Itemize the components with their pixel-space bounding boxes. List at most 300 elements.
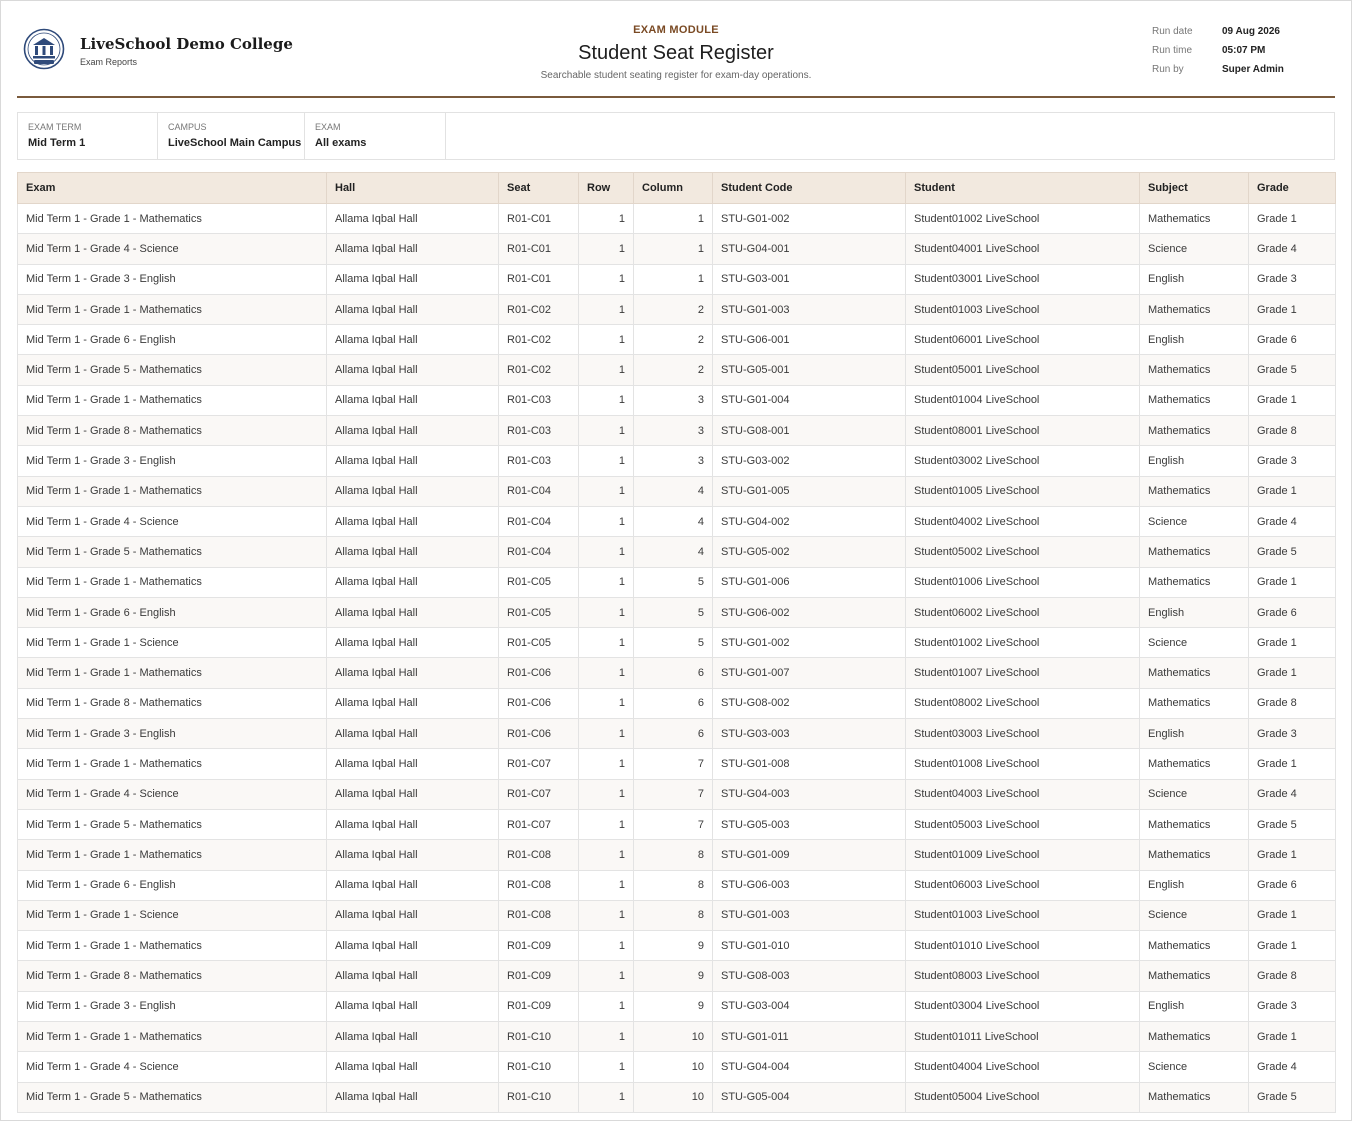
cell-seat: R01-C08: [499, 840, 579, 870]
cell-hall: Allama Iqbal Hall: [327, 416, 499, 446]
cell-hall: Allama Iqbal Hall: [327, 476, 499, 506]
cell-column: 8: [634, 900, 713, 930]
cell-column: 3: [634, 385, 713, 415]
cell-column: 2: [634, 355, 713, 385]
cell-hall: Allama Iqbal Hall: [327, 900, 499, 930]
cell-student: Student01005 LiveSchool: [906, 476, 1140, 506]
cell-subject: Science: [1140, 779, 1249, 809]
cell-subject: Mathematics: [1140, 294, 1249, 324]
cell-subject: Mathematics: [1140, 204, 1249, 234]
cell-student: Student04002 LiveSchool: [906, 506, 1140, 536]
filter-exam-term: [18, 113, 158, 159]
cell-seat: R01-C06: [499, 719, 579, 749]
column-header-column: Column: [634, 173, 713, 204]
table-row: [18, 506, 1336, 536]
table-header-row: [18, 173, 1336, 204]
cell-exam: Mid Term 1 - Grade 3 - English: [18, 264, 327, 294]
cell-seat: R01-C07: [499, 779, 579, 809]
cell-exam: Mid Term 1 - Grade 1 - Mathematics: [18, 840, 327, 870]
cell-subject: Mathematics: [1140, 416, 1249, 446]
cell-subject: Mathematics: [1140, 840, 1249, 870]
cell-student: Student08003 LiveSchool: [906, 961, 1140, 991]
cell-row: 1: [579, 628, 634, 658]
cell-column: 4: [634, 537, 713, 567]
cell-column: 4: [634, 506, 713, 536]
table-row: [18, 840, 1336, 870]
organization-subtitle: Exam Reports: [80, 57, 138, 67]
cell-column: 3: [634, 446, 713, 476]
cell-student: Student01011 LiveSchool: [906, 1022, 1140, 1052]
cell-student: Student01003 LiveSchool: [906, 294, 1140, 324]
cell-subject: Science: [1140, 628, 1249, 658]
cell-column: 2: [634, 325, 713, 355]
cell-row: 1: [579, 688, 634, 718]
cell-seat: R01-C04: [499, 537, 579, 567]
cell-seat: R01-C03: [499, 416, 579, 446]
column-header-subject: Subject: [1140, 173, 1249, 204]
cell-student-code: STU-G06-003: [713, 870, 906, 900]
cell-grade: Grade 1: [1249, 749, 1336, 779]
cell-exam: Mid Term 1 - Grade 5 - Mathematics: [18, 809, 327, 839]
cell-student: Student06001 LiveSchool: [906, 325, 1140, 355]
table-row: [18, 385, 1336, 415]
cell-row: 1: [579, 446, 634, 476]
meta-label: Run time: [1152, 45, 1193, 56]
cell-column: 1: [634, 264, 713, 294]
cell-student-code: STU-G03-002: [713, 446, 906, 476]
cell-grade: Grade 5: [1249, 355, 1336, 385]
cell-grade: Grade 1: [1249, 385, 1336, 415]
filter-label: EXAM: [315, 122, 341, 132]
cell-column: 4: [634, 476, 713, 506]
cell-hall: Allama Iqbal Hall: [327, 294, 499, 324]
cell-exam: Mid Term 1 - Grade 1 - Mathematics: [18, 1022, 327, 1052]
cell-grade: Grade 8: [1249, 416, 1336, 446]
run-metadata: [1152, 26, 1284, 83]
cell-hall: Allama Iqbal Hall: [327, 840, 499, 870]
cell-grade: Grade 4: [1249, 1052, 1336, 1082]
cell-hall: Allama Iqbal Hall: [327, 506, 499, 536]
cell-grade: Grade 5: [1249, 809, 1336, 839]
table-row: [18, 294, 1336, 324]
cell-seat: R01-C05: [499, 628, 579, 658]
filter-label: EXAM TERM: [28, 122, 82, 132]
cell-column: 5: [634, 597, 713, 627]
cell-subject: Mathematics: [1140, 688, 1249, 718]
cell-seat: R01-C06: [499, 658, 579, 688]
cell-student: Student03002 LiveSchool: [906, 446, 1140, 476]
report-header: [17, 0, 1335, 98]
cell-student: Student04004 LiveSchool: [906, 1052, 1140, 1082]
page-title: Student Seat Register: [578, 42, 774, 64]
meta-value: 09 Aug 2026: [1222, 26, 1280, 37]
cell-student: Student01007 LiveSchool: [906, 658, 1140, 688]
cell-grade: Grade 1: [1249, 1022, 1336, 1052]
cell-grade: Grade 1: [1249, 840, 1336, 870]
cell-student-code: STU-G01-003: [713, 900, 906, 930]
meta-value: Super Admin: [1222, 64, 1284, 75]
cell-subject: Mathematics: [1140, 749, 1249, 779]
table-row: [18, 961, 1336, 991]
cell-subject: Mathematics: [1140, 961, 1249, 991]
meta-label: Run by: [1152, 64, 1184, 75]
cell-exam: Mid Term 1 - Grade 8 - Mathematics: [18, 688, 327, 718]
table-row: [18, 900, 1336, 930]
cell-hall: Allama Iqbal Hall: [327, 779, 499, 809]
cell-row: 1: [579, 779, 634, 809]
cell-subject: Science: [1140, 1052, 1249, 1082]
cell-seat: R01-C02: [499, 325, 579, 355]
cell-exam: Mid Term 1 - Grade 6 - English: [18, 325, 327, 355]
cell-grade: Grade 4: [1249, 779, 1336, 809]
cell-student: Student05003 LiveSchool: [906, 809, 1140, 839]
cell-student-code: STU-G03-003: [713, 719, 906, 749]
column-header-student: Student: [906, 173, 1140, 204]
table-row: [18, 991, 1336, 1021]
column-header-hall: Hall: [327, 173, 499, 204]
cell-column: 10: [634, 1082, 713, 1112]
cell-student-code: STU-G01-008: [713, 749, 906, 779]
cell-column: 9: [634, 931, 713, 961]
cell-hall: Allama Iqbal Hall: [327, 355, 499, 385]
cell-grade: Grade 8: [1249, 688, 1336, 718]
cell-column: 6: [634, 658, 713, 688]
cell-row: 1: [579, 1022, 634, 1052]
cell-seat: R01-C01: [499, 204, 579, 234]
cell-student: Student01009 LiveSchool: [906, 840, 1140, 870]
cell-student-code: STU-G04-003: [713, 779, 906, 809]
cell-column: 7: [634, 809, 713, 839]
cell-row: 1: [579, 1082, 634, 1112]
cell-hall: Allama Iqbal Hall: [327, 385, 499, 415]
cell-hall: Allama Iqbal Hall: [327, 870, 499, 900]
table-row: [18, 1022, 1336, 1052]
table-row: [18, 325, 1336, 355]
filter-summary: [17, 112, 1335, 160]
cell-column: 9: [634, 991, 713, 1021]
table-row: [18, 416, 1336, 446]
cell-grade: Grade 8: [1249, 961, 1336, 991]
cell-student: Student04003 LiveSchool: [906, 779, 1140, 809]
cell-seat: R01-C03: [499, 385, 579, 415]
meta-run-time: [1152, 45, 1284, 64]
cell-student: Student04001 LiveSchool: [906, 234, 1140, 264]
cell-student-code: STU-G01-002: [713, 628, 906, 658]
table-row: [18, 446, 1336, 476]
cell-exam: Mid Term 1 - Grade 1 - Mathematics: [18, 658, 327, 688]
cell-seat: R01-C02: [499, 294, 579, 324]
cell-seat: R01-C06: [499, 688, 579, 718]
cell-student: Student01003 LiveSchool: [906, 900, 1140, 930]
cell-seat: R01-C01: [499, 264, 579, 294]
cell-row: 1: [579, 294, 634, 324]
cell-row: 1: [579, 385, 634, 415]
cell-student-code: STU-G08-003: [713, 961, 906, 991]
cell-seat: R01-C01: [499, 234, 579, 264]
cell-row: 1: [579, 506, 634, 536]
module-label: EXAM MODULE: [633, 24, 719, 36]
cell-hall: Allama Iqbal Hall: [327, 688, 499, 718]
meta-run-by: [1152, 64, 1284, 83]
cell-seat: R01-C05: [499, 567, 579, 597]
cell-student: Student05002 LiveSchool: [906, 537, 1140, 567]
cell-student: Student06003 LiveSchool: [906, 870, 1140, 900]
cell-column: 8: [634, 870, 713, 900]
cell-exam: Mid Term 1 - Grade 1 - Mathematics: [18, 204, 327, 234]
cell-row: 1: [579, 567, 634, 597]
cell-hall: Allama Iqbal Hall: [327, 325, 499, 355]
cell-exam: Mid Term 1 - Grade 6 - English: [18, 870, 327, 900]
column-header-seat: Seat: [499, 173, 579, 204]
table-row: [18, 204, 1336, 234]
cell-hall: Allama Iqbal Hall: [327, 446, 499, 476]
cell-exam: Mid Term 1 - Grade 5 - Mathematics: [18, 537, 327, 567]
cell-subject: English: [1140, 264, 1249, 294]
cell-grade: Grade 4: [1249, 234, 1336, 264]
table-row: [18, 537, 1336, 567]
table-row: [18, 234, 1336, 264]
cell-exam: Mid Term 1 - Grade 5 - Mathematics: [18, 355, 327, 385]
table-row: [18, 658, 1336, 688]
cell-row: 1: [579, 991, 634, 1021]
cell-row: 1: [579, 931, 634, 961]
cell-grade: Grade 3: [1249, 446, 1336, 476]
cell-subject: Science: [1140, 900, 1249, 930]
table-row: [18, 264, 1336, 294]
cell-column: 7: [634, 749, 713, 779]
cell-student-code: STU-G08-002: [713, 688, 906, 718]
cell-column: 6: [634, 719, 713, 749]
cell-row: 1: [579, 204, 634, 234]
cell-student: Student03001 LiveSchool: [906, 264, 1140, 294]
cell-grade: Grade 1: [1249, 900, 1336, 930]
cell-student: Student01002 LiveSchool: [906, 204, 1140, 234]
table-row: [18, 809, 1336, 839]
cell-column: 1: [634, 204, 713, 234]
column-header-student-code: Student Code: [713, 173, 906, 204]
cell-seat: R01-C09: [499, 991, 579, 1021]
cell-student-code: STU-G04-004: [713, 1052, 906, 1082]
meta-label: Run date: [1152, 26, 1193, 37]
cell-grade: Grade 1: [1249, 658, 1336, 688]
cell-exam: Mid Term 1 - Grade 1 - Mathematics: [18, 931, 327, 961]
seat-register-table: [17, 172, 1336, 1113]
cell-student: Student01006 LiveSchool: [906, 567, 1140, 597]
cell-student-code: STU-G05-002: [713, 537, 906, 567]
cell-student: Student03003 LiveSchool: [906, 719, 1140, 749]
cell-row: 1: [579, 870, 634, 900]
cell-exam: Mid Term 1 - Grade 4 - Science: [18, 779, 327, 809]
cell-subject: English: [1140, 991, 1249, 1021]
cell-grade: Grade 1: [1249, 204, 1336, 234]
cell-row: 1: [579, 719, 634, 749]
cell-hall: Allama Iqbal Hall: [327, 931, 499, 961]
cell-column: 10: [634, 1022, 713, 1052]
cell-column: 10: [634, 1052, 713, 1082]
cell-seat: R01-C09: [499, 931, 579, 961]
cell-subject: Science: [1140, 506, 1249, 536]
cell-student-code: STU-G04-002: [713, 506, 906, 536]
cell-subject: Mathematics: [1140, 1022, 1249, 1052]
cell-subject: English: [1140, 719, 1249, 749]
cell-grade: Grade 1: [1249, 294, 1336, 324]
cell-seat: R01-C10: [499, 1082, 579, 1112]
cell-exam: Mid Term 1 - Grade 3 - English: [18, 719, 327, 749]
filter-value: LiveSchool Main Campus: [168, 137, 302, 149]
cell-seat: R01-C08: [499, 900, 579, 930]
table-row: [18, 749, 1336, 779]
cell-hall: Allama Iqbal Hall: [327, 628, 499, 658]
cell-student: Student01010 LiveSchool: [906, 931, 1140, 961]
column-header-grade: Grade: [1249, 173, 1336, 204]
cell-subject: Science: [1140, 234, 1249, 264]
cell-grade: Grade 1: [1249, 628, 1336, 658]
cell-grade: Grade 1: [1249, 567, 1336, 597]
report-title-block: [17, 24, 1335, 81]
cell-subject: Mathematics: [1140, 931, 1249, 961]
cell-seat: R01-C10: [499, 1022, 579, 1052]
table-row: [18, 688, 1336, 718]
table-row: [18, 779, 1336, 809]
cell-grade: Grade 6: [1249, 870, 1336, 900]
cell-student-code: STU-G01-011: [713, 1022, 906, 1052]
cell-row: 1: [579, 234, 634, 264]
cell-hall: Allama Iqbal Hall: [327, 597, 499, 627]
cell-exam: Mid Term 1 - Grade 5 - Mathematics: [18, 1082, 327, 1112]
cell-row: 1: [579, 809, 634, 839]
table-row: [18, 719, 1336, 749]
table-row: [18, 628, 1336, 658]
meta-run-date: [1152, 26, 1284, 45]
cell-hall: Allama Iqbal Hall: [327, 264, 499, 294]
cell-subject: Mathematics: [1140, 476, 1249, 506]
cell-exam: Mid Term 1 - Grade 3 - English: [18, 991, 327, 1021]
cell-student-code: STU-G01-010: [713, 931, 906, 961]
cell-column: 9: [634, 961, 713, 991]
cell-student-code: STU-G03-001: [713, 264, 906, 294]
cell-student: Student05004 LiveSchool: [906, 1082, 1140, 1112]
meta-value: 05:07 PM: [1222, 45, 1266, 56]
cell-student-code: STU-G01-006: [713, 567, 906, 597]
cell-seat: R01-C04: [499, 476, 579, 506]
cell-hall: Allama Iqbal Hall: [327, 719, 499, 749]
cell-column: 1: [634, 234, 713, 264]
cell-seat: R01-C02: [499, 355, 579, 385]
cell-exam: Mid Term 1 - Grade 8 - Mathematics: [18, 961, 327, 991]
cell-student: Student08002 LiveSchool: [906, 688, 1140, 718]
cell-hall: Allama Iqbal Hall: [327, 537, 499, 567]
cell-seat: R01-C10: [499, 1052, 579, 1082]
cell-subject: English: [1140, 597, 1249, 627]
column-header-exam: Exam: [18, 173, 327, 204]
cell-student-code: STU-G03-004: [713, 991, 906, 1021]
cell-row: 1: [579, 355, 634, 385]
cell-student-code: STU-G04-001: [713, 234, 906, 264]
filter-value: Mid Term 1: [28, 137, 86, 149]
cell-column: 5: [634, 628, 713, 658]
cell-student: Student06002 LiveSchool: [906, 597, 1140, 627]
cell-grade: Grade 4: [1249, 506, 1336, 536]
cell-exam: Mid Term 1 - Grade 1 - Mathematics: [18, 567, 327, 597]
cell-seat: R01-C09: [499, 961, 579, 991]
cell-subject: Mathematics: [1140, 537, 1249, 567]
cell-exam: Mid Term 1 - Grade 8 - Mathematics: [18, 416, 327, 446]
cell-exam: Mid Term 1 - Grade 4 - Science: [18, 1052, 327, 1082]
cell-seat: R01-C03: [499, 446, 579, 476]
table-row: [18, 597, 1336, 627]
cell-student-code: STU-G06-001: [713, 325, 906, 355]
cell-column: 6: [634, 688, 713, 718]
cell-student-code: STU-G01-003: [713, 294, 906, 324]
cell-student: Student01008 LiveSchool: [906, 749, 1140, 779]
cell-row: 1: [579, 658, 634, 688]
cell-row: 1: [579, 597, 634, 627]
cell-subject: English: [1140, 446, 1249, 476]
page-subtitle: Searchable student seating register for exam-day operations.: [540, 70, 812, 81]
cell-row: 1: [579, 961, 634, 991]
cell-grade: Grade 3: [1249, 991, 1336, 1021]
cell-row: 1: [579, 1052, 634, 1082]
organization-name: LiveSchool Demo College: [80, 35, 293, 53]
cell-subject: English: [1140, 870, 1249, 900]
cell-hall: Allama Iqbal Hall: [327, 961, 499, 991]
cell-row: 1: [579, 749, 634, 779]
cell-seat: R01-C05: [499, 597, 579, 627]
cell-hall: Allama Iqbal Hall: [327, 809, 499, 839]
cell-student-code: STU-G01-007: [713, 658, 906, 688]
cell-grade: Grade 1: [1249, 476, 1336, 506]
cell-column: 5: [634, 567, 713, 597]
cell-row: 1: [579, 476, 634, 506]
cell-exam: Mid Term 1 - Grade 4 - Science: [18, 506, 327, 536]
cell-subject: English: [1140, 325, 1249, 355]
cell-subject: Mathematics: [1140, 1082, 1249, 1112]
table-row: [18, 476, 1336, 506]
table-row: [18, 931, 1336, 961]
cell-subject: Mathematics: [1140, 809, 1249, 839]
cell-student-code: STU-G01-002: [713, 204, 906, 234]
cell-student-code: STU-G05-003: [713, 809, 906, 839]
cell-row: 1: [579, 537, 634, 567]
cell-column: 3: [634, 416, 713, 446]
cell-grade: Grade 1: [1249, 931, 1336, 961]
cell-seat: R01-C07: [499, 809, 579, 839]
table-row: [18, 1082, 1336, 1112]
cell-hall: Allama Iqbal Hall: [327, 749, 499, 779]
cell-column: 2: [634, 294, 713, 324]
cell-subject: Mathematics: [1140, 385, 1249, 415]
cell-grade: Grade 6: [1249, 325, 1336, 355]
cell-hall: Allama Iqbal Hall: [327, 1022, 499, 1052]
cell-subject: Mathematics: [1140, 567, 1249, 597]
cell-hall: Allama Iqbal Hall: [327, 204, 499, 234]
filter-label: CAMPUS: [168, 122, 207, 132]
cell-grade: Grade 5: [1249, 537, 1336, 567]
table-row: [18, 870, 1336, 900]
filter-exam: [305, 113, 446, 159]
cell-row: 1: [579, 264, 634, 294]
cell-hall: Allama Iqbal Hall: [327, 567, 499, 597]
column-header-row: Row: [579, 173, 634, 204]
cell-hall: Allama Iqbal Hall: [327, 991, 499, 1021]
cell-student: Student03004 LiveSchool: [906, 991, 1140, 1021]
cell-student: Student01002 LiveSchool: [906, 628, 1140, 658]
table-row: [18, 355, 1336, 385]
cell-seat: R01-C04: [499, 506, 579, 536]
cell-row: 1: [579, 416, 634, 446]
cell-student: Student05001 LiveSchool: [906, 355, 1140, 385]
cell-exam: Mid Term 1 - Grade 6 - English: [18, 597, 327, 627]
